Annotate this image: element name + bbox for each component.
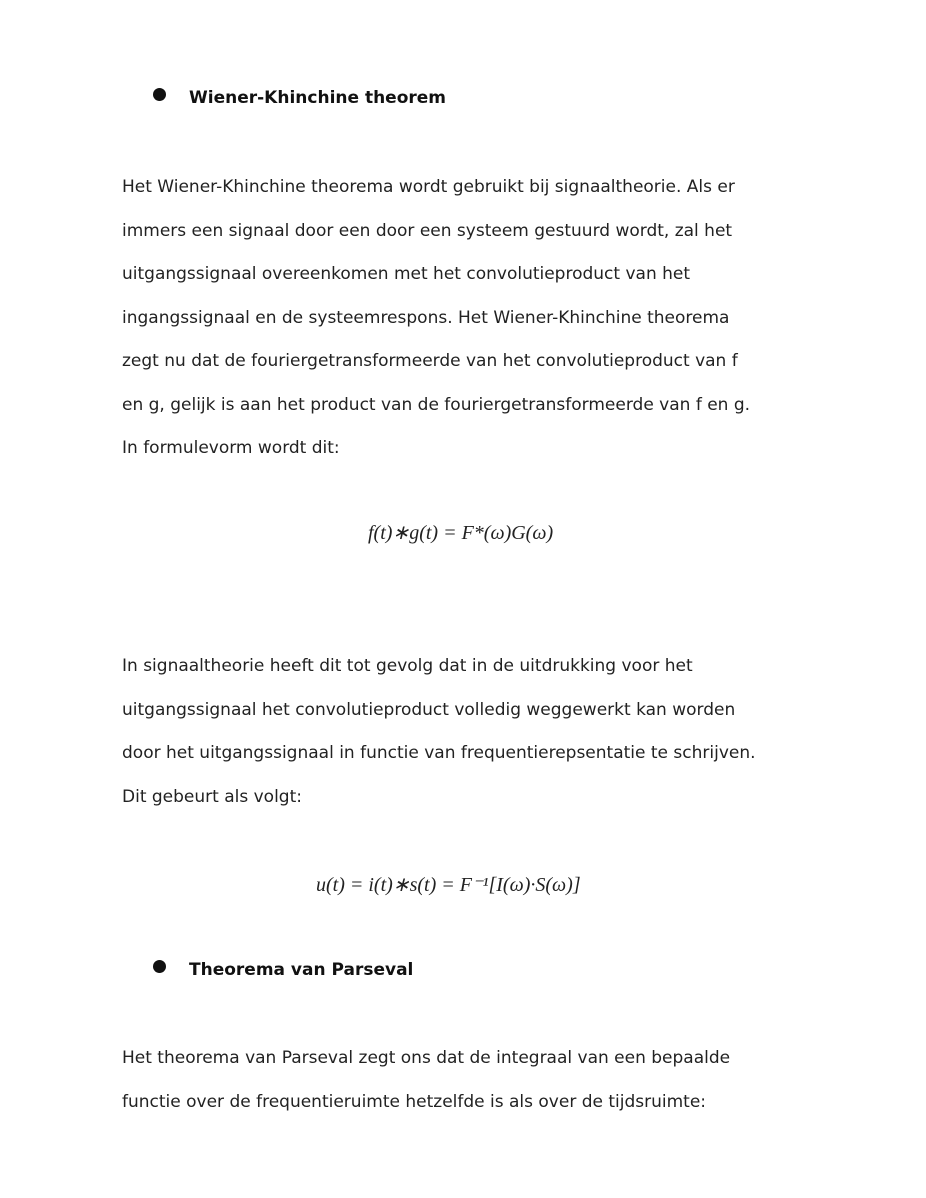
paragraph-line: functie over de frequentieruimte hetzelfde is als over de tijdsruimte: (122, 1091, 707, 1112)
section-heading-wiener-khinchine (153, 88, 446, 108)
paragraph-line: uitgangssignaal het convolutieproduct volledig weggewerkt kan worden (122, 699, 736, 720)
paragraph-line: immers een signaal door een door een systeem gestuurd wordt, zal het (122, 220, 733, 241)
paragraph-line: uitgangssignaal overeenkomen met het convolutieproduct van het (122, 264, 691, 284)
paragraph-line: zegt nu dat de fouriergetransformeerde van het convolutieproduct van f (122, 351, 738, 371)
paragraph-line: Dit gebeurt als volgt: (122, 786, 302, 807)
bullet-icon (153, 88, 166, 101)
formula-output-signal: u(t) = i(t)∗s(t) = F⁻¹[I(ω)·S(ω)] (316, 874, 581, 896)
section-heading-text: Theorema van Parseval (189, 960, 414, 980)
bullet-icon (153, 960, 166, 973)
paragraph-line: Het theorema van Parseval zegt ons dat de integraal van een bepaalde (122, 1048, 731, 1068)
paragraph-line: ingangssignaal en de systeemrespons. Het Wiener-Khinchine theorema (122, 307, 730, 328)
paragraph-line: In formulevorm wordt dit: (122, 438, 340, 458)
section-heading-parseval (153, 960, 413, 980)
paragraph-wiener-consequence (122, 645, 842, 819)
paragraph-line: en g, gelijk is aan het product van de fouriergetransformeerde van f en g. (122, 394, 751, 415)
section-heading-text: Wiener-Khinchine theorem (189, 88, 447, 108)
paragraph-line: door het uitgangssignaal in functie van frequentierepsentatie te schrijven. (122, 743, 756, 763)
formula-convolution-theorem: f(t)∗g(t) = F*(ω)G(ω) (368, 522, 554, 544)
paragraph-line: Het Wiener-Khinchine theorema wordt gebruikt bij signaaltheorie. Als er (122, 177, 735, 197)
paragraph-wiener-intro (122, 166, 842, 471)
paragraph-parseval-intro (122, 1037, 842, 1124)
paragraph-line: In signaaltheorie heeft dit tot gevolg dat in de uitdrukking voor het (122, 656, 693, 676)
